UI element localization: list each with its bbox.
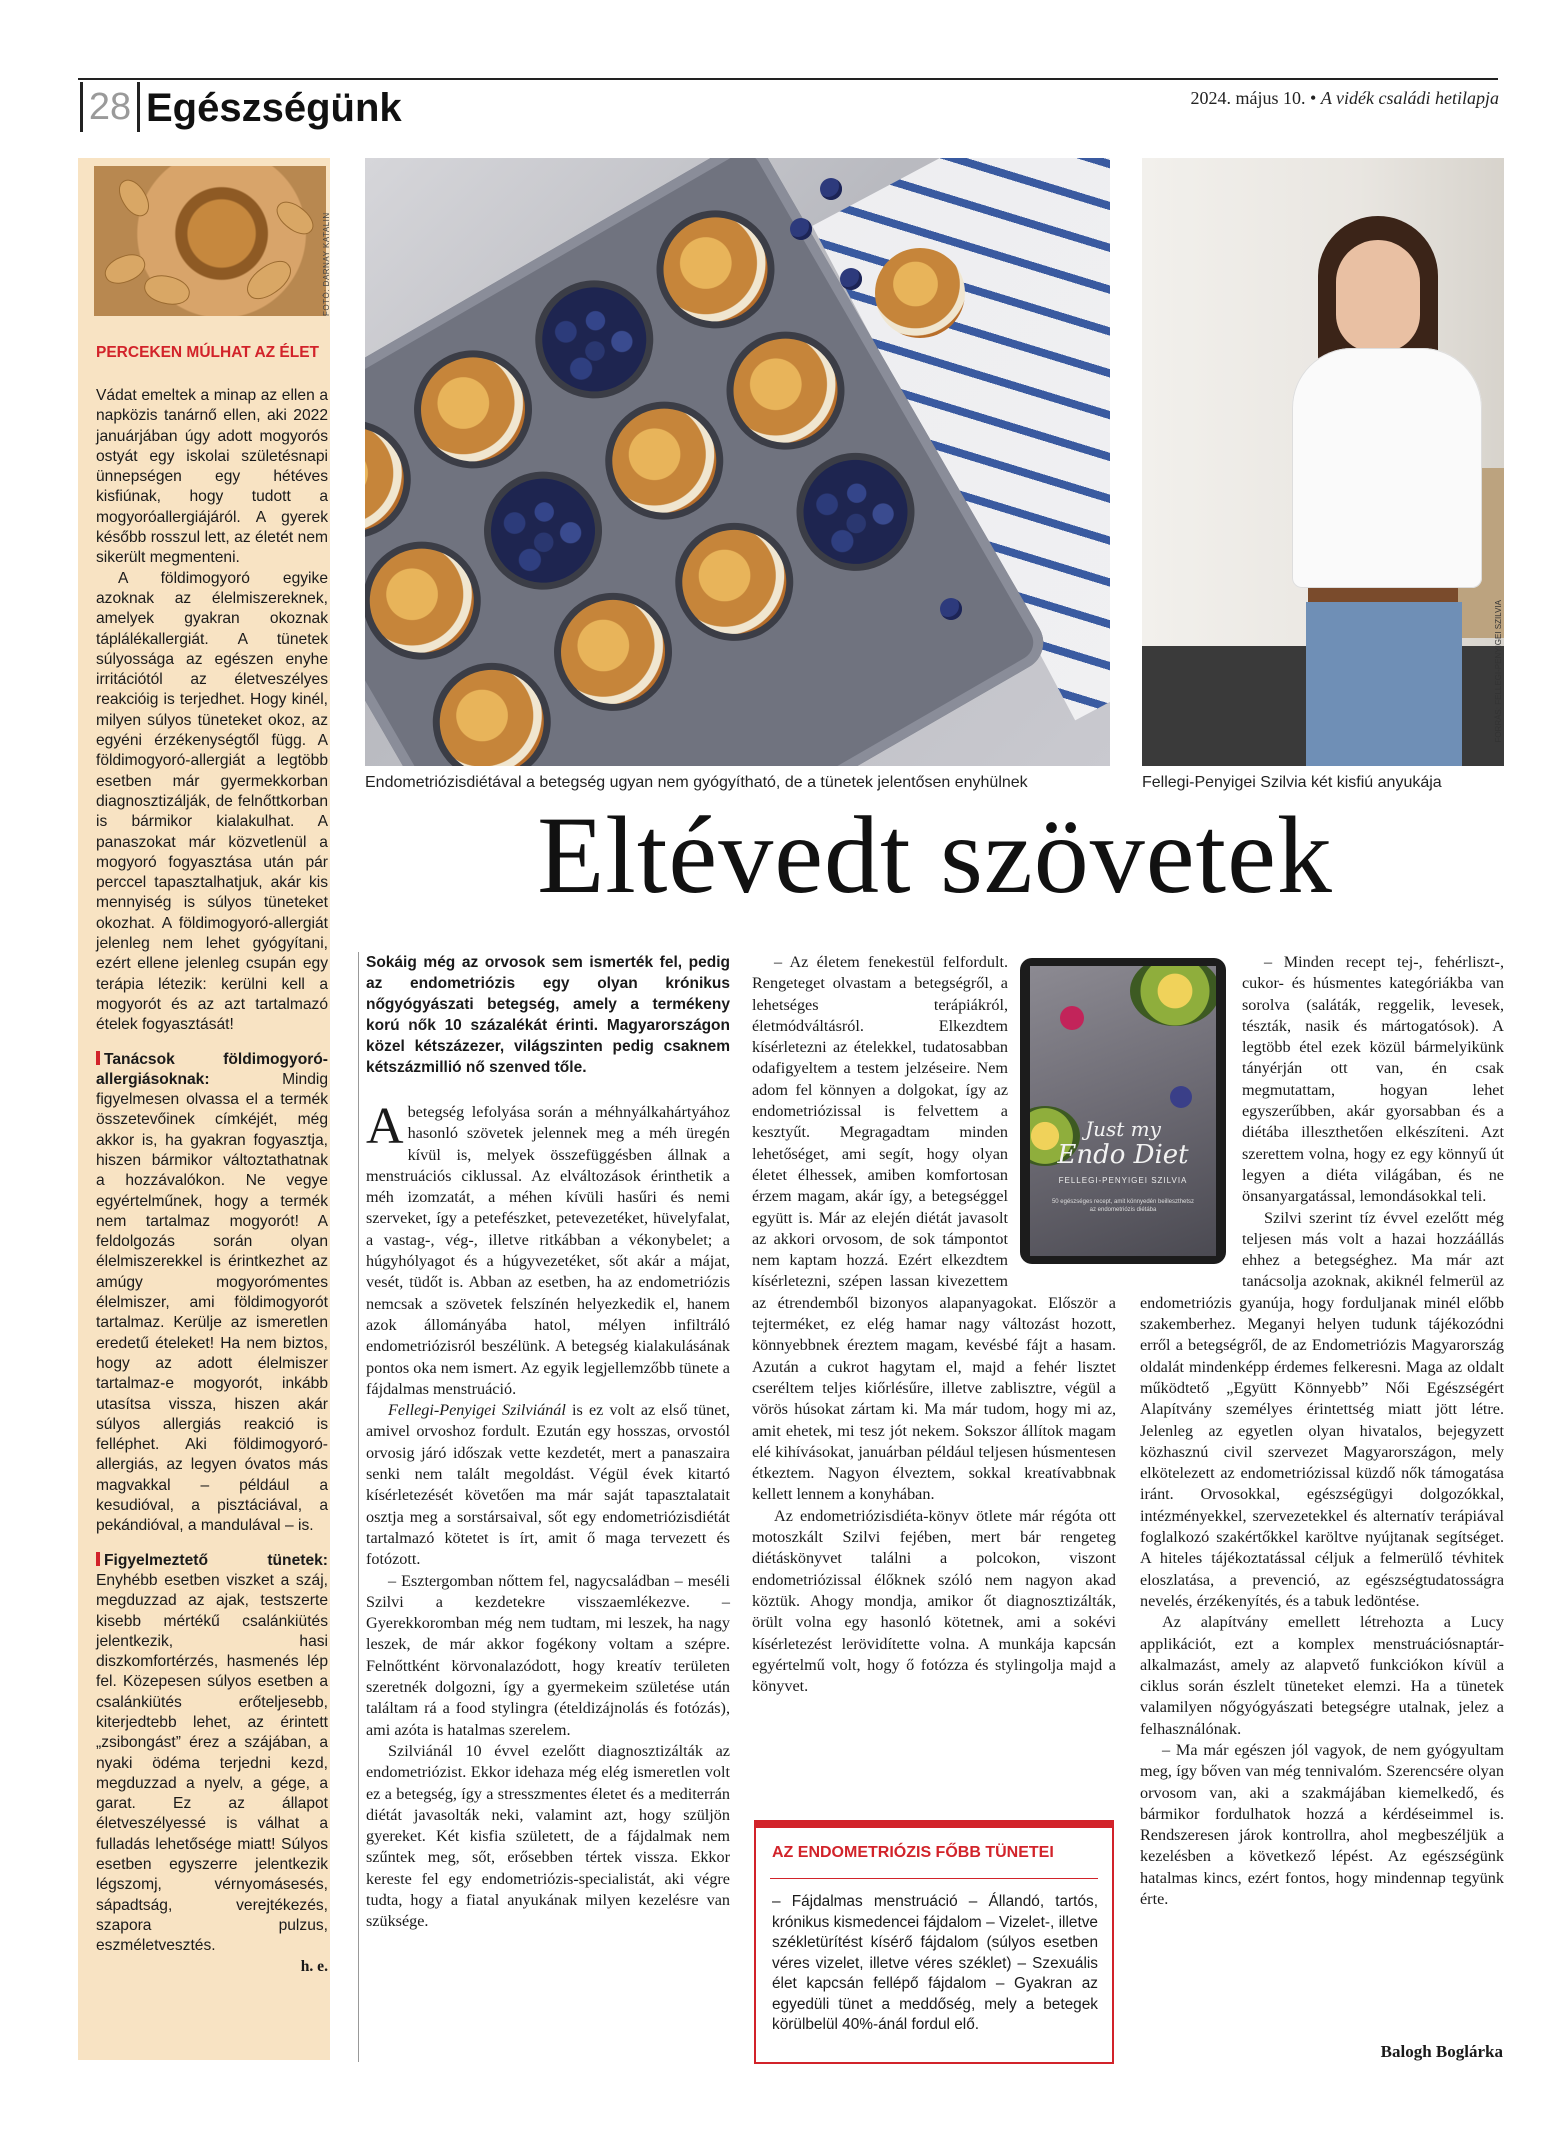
article-signature: Balogh Boglárka [1380, 2042, 1503, 2061]
header-date-line [1191, 88, 1499, 109]
symptoms-box-rule [770, 1878, 1098, 1879]
symptoms-box-title: AZ ENDOMETRIÓZIS FŐBB TÜNETEI [772, 1844, 1054, 1861]
portrait-photo-credit: FORRÁS: FELLEGI-PENYIGEI SZILVIA [1494, 600, 1503, 743]
sidebar-paragraph [96, 1050, 328, 1537]
article-paragraph: Szilvi szerint tíz évvel ezelőtt még teljesen más volt a hazai hozzáállás ehhez a betegséghez. Ma már azt tanácsolja azoknak, akiknél felmerül az endometriózis gyanúja, hogy forduljanak minél előbb szakemberhez. Meganyi helyen tudunk tájékozódni erről a betegségről, de az Endometriózis Magyarország oldalát mindenképp érdemes felkeresni. Maga az oldalt működtető „Együtt Könnyebb” Női Egészségért Alapítvány személyes érintettség miatt jött létre. Jelenleg az egyetlen olyan hivatalos, bejegyzett közhasznú civil szervezet Magyarországon, mely elkötelezett az endometriózissal küzdő nők támogatása iránt. Orvosokkal, egészségügyi dolgozókkal, intézményekkel, szervezetekkel és alternatív terápiával foglalkozó szakértőkkel karöltve nyújtanak segítséget. A hiteles tájékoztatással céljuk a felmerülő tévhitek eloszlatása, a prevenció, az egészségtudatosságra nevelés, érzékenyítés, és a tabuk ledöntése. [1140, 1208, 1504, 1610]
article-paragraph: – Az életem fenekestül felfordult. Rengeteget olvastam a betegségről, a lehetséges terápiákról, életmódváltásról. Elkezdtem kísérletezni az ételekkel, tudatosabban odafigyeltem a testem jelzéseire. Nem adom fel könnyen a dolgokat, így az endometriózissal is felvettem a kesztyűt. Megragadtam minden lehetőséget, ami segít, hogy olyan életet élhessek, amiben komfortosan érzem magam, akár így, a betegséggel együtt is. Már az elején diétát javasolt az akkori orvosom, de sok támpontot nem kaptam hozzá. Ezért elkezdtem kísérletezni, szépen lassan kivezettem az étrendemből bizonyos alapanyagokat. Először a tejterméket, ez elég hamar nagy változást hozott, könnyebbnek éreztem magam, kevésbé fájt a hasam. Azután a cukrot hagytam el, majd a fehér lisztet cseréltem teljes kiőrlésűre, illetve zablisztre, végül a vörös húsokat zártam ki. Ma már tudom, hogy mi az, amit ehetek, mi tesz jót nekem. Sokszor állítok magam elé kihívásokat, januárban például teljesen húsmentesen étkeztem. Nagyon élveztem, sokkal kreatívabbnak kellett lennem a konyhában. [752, 953, 1116, 1504]
article-paragraph: Szilviánál 10 évvel ezelőtt diagnosztizálták az endometriózist. Ekkor idehaza még elég ismeretlen volt ez a betegség, így a stresszmentes életet és a mediterrán diétát javasolták neki, valamint azt, hogy szüljön gyereket. Két kisfia született, de a fájdalmak nem szűntek meg, sőt, erősebben tértek vissza. Ekkor kereste fel egy endometriózis-specialistát, aki végre tudta, hogy a fiatal anyukának milyen kezelésre van szüksége. [366, 1741, 730, 1931]
page-number: 28 [80, 82, 140, 132]
sidebar-text [96, 386, 328, 1977]
sidebar-paragraph: Vádat emeltek a minap az ellen a napközis tanárnő ellen, aki 2022 januárjában úgy adott mogyorós ostyát egy iskolai születésnapi ünnepségen egy hétéves kisfiúnak, hogy tudott a mogyoróallergiájáról. A gyerek később rosszul lett, az életét nem sikerült megmenteni. [96, 387, 328, 567]
muffin-photo-caption: Endometriózisdiétával a betegség ugyan nem gyógyítható, de a tünetek jelentősen enyhülnek [365, 774, 1028, 791]
article-paragraph: Az endometriózisdiéta-könyv ötlete már régóta ott motoszkált Szilvi fejében, mert bár rengeteg diétáskönyvet találni a polcokon, viszont endometriózissal élőknek szóló nem nagyon akad köztük. Ahogy mondja, amikor őt diagnosztizálták, örült volna egy hasonló kötetnek, ami a sokévi kísérletezést lerövidítette volna. A munkája kapcsán egyértelmű volt, hogy ő fotózza és stylingolja majd a könyvet. [752, 1506, 1116, 1696]
article-paragraph-body: is ez volt az első tünet, amivel orvoshoz fordult. Ezután egy hosszas, orvostól orvosig járó időszak vette kezdetét, mert a panaszaira senki nem talált megoldást. Végül évek kitartó kísérletezését követően ma már saját tapasztalatait osztja meg a sorstársaival, sőt egy endometriózisdiétát tartalmazó kötetet is írt, amit ő maga tervezett és fotózott. [366, 1401, 730, 1569]
sidebar-photo-credit: FOTÓ: DARNAY KATALIN [322, 212, 331, 316]
header-separator: • [1310, 88, 1317, 108]
sidebar-paragraph-body: Mindig figyelmesen olvassa el a termék összetevőinek címkéjét, még akkor is, ha gyakran fogyasztja, hiszen bármikor változtathatnak a hozzávalókon. Ne vegye egyértelműnek, hogy a termék nem tartalmaz mogyorót! A feldolgozás során olyan élelmiszerekkel is érintkezhet az amúgy mogyorómentes élelmiszer, ami földimogyorót tartalmaz. Kerülje az ismeretlen eredetű ételeket! Ha nem biztos, hogy az adott élelmiszer tartalmaz-e mogyorót, inkább utasítsa vissza, hiszen akár súlyos allergiás reakció is felléphet. Aki földimogyoró-allergiás, az legyen óvatos más magvakkal – például a kesudióval, a pisztáciával, a pekándióval, a mandulával – is. [96, 1070, 328, 1535]
article-column-3 [1140, 952, 1504, 1910]
column-divider [358, 952, 359, 2062]
sidebar-signature: h. e. [300, 1957, 328, 1975]
sidebar-paragraph [96, 1551, 328, 1957]
drop-cap: A [366, 1098, 404, 1155]
article-paragraph: – Esztergomban nőttem fel, nagycsaládban – meséli Szilvi a kezdetekre visszaemlékezve. – Gyerekkoromban még nem tudtam, mi leszek, ha nagy leszek, de már akkor fogékony voltam a szépre. Felnőttként körvonalazódott, hogy kreatív területen szeretnék dolgozni, így a gyermekeim születése után találtam rá a food stylingra (ételdizájnolás és fotózás), ami azóta is hatalmas szerelem. [366, 1571, 730, 1739]
portrait-photo [1142, 158, 1504, 766]
article-paragraph [366, 1400, 730, 1570]
ebook-author: FELLEGI-PENYIGEI SZILVIA [1058, 1176, 1188, 1185]
ebook-title-line: Endo Diet [1057, 1140, 1189, 1170]
book-float-space [1140, 952, 1242, 1274]
sidebar-subhead: Figyelmeztető tünetek: [96, 1552, 328, 1569]
sidebar-paragraph: A földimogyoró egyike azoknak az élelmiszereknek, amelyek gyakran okoznak táplálékallergiát. A tünetek súlyossága az egészen enyhe irritációtól az életveszélyes reakcióig is terjedhet. Hogy kinél, milyen súlyos tüneteket okoz, az egyéni érzékenységtől függ. A földimogyoró-allergiát a legtöbb esetben már gyermekkorban diagnosztizálják, de felnőttkorban is bármikor kialakulhat. A panaszokat már közvetlenül a mogyoró fogyasztása után pár perccel tapasztalhatjuk, akár kis mennyiség is súlyos tüneteket okozhat. A földimogyoró-allergiát jelenleg nem lehet gyógyítani, ezért ellene jelenleg csupán egy terápia létezik: kerülni kell a mogyorót és az azt tartalmazó ételek fogyasztását! [96, 569, 328, 1034]
ebook-subtitle: 50 egészséges recept, amit könnyedén beilleszthetsz az endometriózis diétába [1051, 1199, 1195, 1213]
interviewee-name: Fellegi-Penyigei Szilviánál [388, 1401, 566, 1420]
muffin-photo [365, 158, 1110, 766]
portrait-photo-caption: Fellegi-Penyigei Szilvia két kisfiú anyukája [1142, 774, 1442, 791]
article-paragraph: – Minden recept tej-, fehérliszt-, cukor- és húsmentes kategóriákba van sorolva (saláták, reggelik, levesek, tészták, nasik és mártogatósok). A legtöbb étel ezek közül bármelyikünk tányérján ott van, én csak megmutattam, hogyan lehet egyszerűbben, akár gyorsabban és a diétába illeszthetően elkészíteni. Azt szerettem volna, hogy ez egy könnyű út legyen a diéta világában, és ne önsanyargatással, lemondásokkal teli. [1242, 953, 1504, 1206]
section-title: Egészségünk [146, 86, 402, 130]
article-paragraph-body: betegség lefolyása során a méhnyálkahártyához hasonló szövetek jelennek meg a méh üregén kívül is, melyek összefüggésben állnak a menstruációs ciklussal. Az elváltozások érinthetik a méh izomzatát, a méhen kívüli hasűri és nemi szerveket, így a petefészket, petevezetéket, hüvelyfalat, a vastag-, vég-, illetve ritkábban a vékonybelet; a húgyhólyagot és a húgyvezetéket, sőt akár a májat, vesét, tüdőt is. Abban az esetben, ha az endometriózis nemcsak a szövetek felszínén helyezkedik el, hanem azok állományába hatol, mélyen infiltráló endometriózisról beszélünk. A betegség kialakulásának pontos oka nem ismert. Az egyik legjellemzőbb tünete a fájdalmas menstruáció. [366, 1103, 730, 1398]
article-column-2 [752, 952, 1116, 1697]
article-lead: Sokáig még az orvosok sem ismerték fel, pedig az endometriózis egy olyan krónikus nőgyógyászati betegség, amely a termékeny korú nők 10 százalékát érinti. Magyarországon közel kétszázezer, világszinten pedig csaknem kétszázmillió nő szenved tőle. [366, 954, 730, 1076]
issue-date: 2024. május 10. [1190, 88, 1306, 108]
article-title: Eltévedt szövetek [537, 794, 1333, 916]
ebook-title-line: Just my [1085, 1117, 1161, 1141]
publication-tagline: A vidék családi hetilapja [1320, 88, 1499, 108]
article-paragraph: – Ma már egészen jól vagyok, de nem gyógyultam meg, így bőven van még tennivalóm. Szerencsére olyan orvosom van, aki a szakmájában kiemelkedő, és bármikor fordulhatok hozzá a kérdéseimmel is. Rendszeresen járok kontrollra, ahol megbeszéljük a kezelésben a következő lépést. Az egészségünk hatalmas kincs, ezért fontos, hogy mindennap tegyünk érte. [1140, 1740, 1504, 1909]
sidebar-title: PERCEKEN MÚLHAT AZ ÉLET [96, 344, 320, 361]
article-column-1 [366, 952, 730, 1933]
book-float-space [1008, 952, 1116, 1274]
sidebar-paragraph-body: Enyhébb esetben viszket a száj, megduzzad az ajak, testszerte kisebb mértékű csalánkiütés jelentkezik, hasi diszkomfortérzés, hasmenés lép fel. Közepesen súlyos esetben a csalánkiütés erőteljesebb, kiterjedtebb lehet, az érintett „zsibongást” érez a szájában, a nyaki ödéma terjedni kezd, megduzzad a nyelv, a gége, a garat. Ez az állapot életveszélyessé is válhat a fulladás lehetősége miatt! Súlyos esetben egyszerre jelentkezik légszomj, vérnyomásesés, sápadtság, verejtékezés, szapora pulzus, eszméletvesztés. [96, 1571, 328, 1955]
article-paragraph [366, 1098, 730, 1400]
article-paragraph: Az alapítvány emellett létrehozta a Lucy applikációt, ezt a komplex menstruációsnaptár-alkalmazást, amely az alapvető funkciókon kívül a ciklus során észlelt tüneteket elemzi. Ha a tünetek valamilyen nőgyógyászati betegségre utalnak, jelez a felhasználónak. [1140, 1613, 1504, 1738]
peanut-photo [94, 166, 326, 316]
symptoms-box-text: – Fájdalmas menstruáció – Állandó, tartós, krónikus kismedencei fájdalom – Vizelet-, illetve székletürítést kísérő fájdalom (súlyos esetben véres vizelet, illetve véres széklet) – Szexuális élet kapcsán fellépő fájdalom – Gyakran az egyedüli tünet a meddőség, mely a betegek körülbelül 40%-ánál fordul elő. [772, 1893, 1098, 2033]
sidebar-subhead: Tanácsok földimogyoró-allergiásoknak: [96, 1050, 328, 1088]
